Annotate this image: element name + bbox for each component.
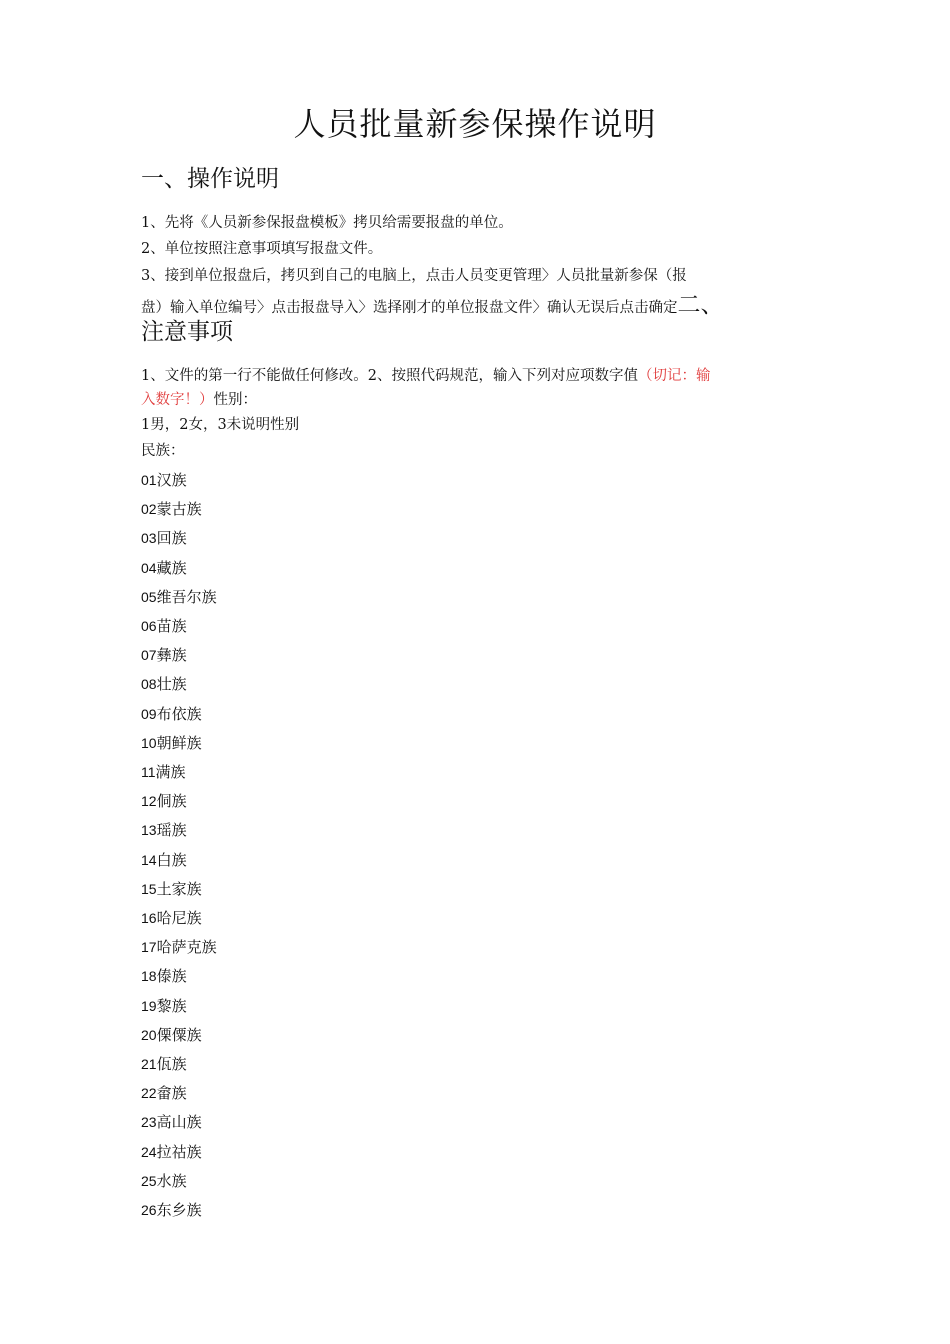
ethnicity-name: 回族 xyxy=(156,529,187,548)
ethnicity-name: 哈萨克族 xyxy=(156,938,217,957)
ethnicity-label: 民族： xyxy=(141,443,185,459)
ethnicity-name: 佤族 xyxy=(156,1055,187,1073)
ethnicity-name: 彝族 xyxy=(156,646,187,665)
ethnicity-code: 13 xyxy=(141,822,157,839)
ethnicity-name: 壮族 xyxy=(156,675,187,694)
ethnicity-item xyxy=(141,849,187,871)
step-3-line1: 3、接到单位报盘后，拷贝到自己的电脑上，点击人员变更管理〉人员批量新参保（报 xyxy=(141,268,687,284)
ethnicity-item xyxy=(141,819,187,841)
note-line-1 xyxy=(141,365,710,387)
note-line-1-text: 1、文件的第一行不能做任何修改。2、按照代码规范，输入下列对应项数字值 xyxy=(141,368,638,384)
ethnicity-name: 满族 xyxy=(155,763,186,781)
ethnicity-item xyxy=(141,673,187,695)
ethnicity-code: 25 xyxy=(141,1172,157,1189)
ethnicity-code: 01 xyxy=(141,472,157,488)
ethnicity-code: 24 xyxy=(141,1143,157,1160)
ethnicity-code: 05 xyxy=(141,588,157,605)
note-warning-start: （切记：输 xyxy=(637,368,711,384)
note-warning-end: 入数字！） xyxy=(141,392,214,408)
ethnicity-item xyxy=(141,1141,202,1163)
ethnicity-name: 黎族 xyxy=(156,996,187,1015)
ethnicity-code: 02 xyxy=(141,501,157,518)
ethnicity-item xyxy=(141,703,202,725)
ethnicity-name: 布依族 xyxy=(156,704,202,723)
section1-heading: 一、操作说明 xyxy=(141,166,279,192)
ethnicity-code: 09 xyxy=(141,705,157,722)
section2-heading: 注意事项 xyxy=(141,319,233,345)
ethnicity-name: 畲族 xyxy=(156,1084,187,1103)
ethnicity-item xyxy=(141,527,187,549)
ethnicity-item xyxy=(141,1053,187,1075)
ethnicity-name: 苗族 xyxy=(156,617,187,635)
ethnicity-code: 03 xyxy=(141,530,157,547)
ethnicity-item xyxy=(141,644,187,666)
ethnicity-item xyxy=(141,995,187,1017)
ethnicity-code: 10 xyxy=(141,734,157,751)
ethnicity-code: 21 xyxy=(141,1056,157,1072)
ethnicity-code: 22 xyxy=(141,1085,157,1102)
ethnicity-code: 20 xyxy=(141,1026,157,1043)
ethnicity-code: 26 xyxy=(141,1202,157,1218)
ethnicity-name: 水族 xyxy=(156,1171,187,1190)
gender-values: 1男，2女，3未说明性别 xyxy=(141,417,300,433)
ethnicity-item xyxy=(141,965,187,987)
ethnicity-name: 侗族 xyxy=(156,792,187,811)
ethnicity-code: 12 xyxy=(141,793,157,810)
ethnicity-code: 19 xyxy=(141,997,157,1014)
ethnicity-item xyxy=(141,586,217,608)
section2-heading-number: 二、 xyxy=(677,292,724,318)
ethnicity-name: 蒙古族 xyxy=(156,500,202,519)
ethnicity-name: 白族 xyxy=(156,850,187,869)
ethnicity-name: 瑶族 xyxy=(156,821,187,840)
ethnicity-name: 土家族 xyxy=(156,879,202,898)
ethnicity-name: 哈尼族 xyxy=(156,909,202,927)
ethnicity-item xyxy=(141,1199,202,1221)
ethnicity-item xyxy=(141,878,202,900)
ethnicity-code: 15 xyxy=(141,880,157,897)
ethnicity-item xyxy=(141,732,202,754)
ethnicity-code: 18 xyxy=(141,968,157,985)
ethnicity-code: 07 xyxy=(141,647,157,664)
ethnicity-name: 拉祜族 xyxy=(156,1142,202,1161)
ethnicity-name: 朝鲜族 xyxy=(156,733,202,752)
ethnicity-item xyxy=(141,761,186,783)
ethnicity-code: 14 xyxy=(141,851,157,868)
ethnicity-name: 汉族 xyxy=(156,471,187,489)
ethnicity-item xyxy=(141,498,202,520)
ethnicity-item xyxy=(141,936,217,958)
ethnicity-code: 16 xyxy=(141,910,157,926)
ethnicity-name: 傣族 xyxy=(156,967,187,986)
step-3-line2-text: 盘）输入单位编号〉点击报盘导入〉选择刚才的单位报盘文件〉确认无误后点击确定 xyxy=(141,300,678,316)
gender-label: 性别： xyxy=(213,392,257,408)
ethnicity-item xyxy=(141,615,187,637)
ethnicity-name: 维吾尔族 xyxy=(156,587,217,606)
ethnicity-item xyxy=(141,1170,187,1192)
ethnicity-item xyxy=(141,907,202,929)
ethnicity-name: 藏族 xyxy=(156,558,187,577)
ethnicity-item xyxy=(141,1024,202,1046)
document-title: 人员批量新参保操作说明 xyxy=(293,105,657,143)
ethnicity-code: 08 xyxy=(141,676,157,693)
ethnicity-item xyxy=(141,1111,202,1133)
ethnicity-code: 11 xyxy=(141,764,156,780)
ethnicity-name: 高山族 xyxy=(156,1113,202,1132)
note-line-2 xyxy=(141,389,257,411)
ethnicity-name: 傈僳族 xyxy=(156,1025,202,1044)
ethnicity-code: 04 xyxy=(141,559,157,576)
step-1: 1、先将《人员新参保报盘模板》拷贝给需要报盘的单位。 xyxy=(141,215,513,231)
ethnicity-code: 17 xyxy=(141,939,157,956)
ethnicity-code: 23 xyxy=(141,1114,157,1131)
ethnicity-name: 东乡族 xyxy=(156,1201,202,1219)
ethnicity-item xyxy=(141,790,187,812)
step-2: 2、单位按照注意事项填写报盘文件。 xyxy=(141,241,383,257)
ethnicity-code: 06 xyxy=(141,618,157,634)
ethnicity-item xyxy=(141,469,187,491)
ethnicity-item xyxy=(141,1082,187,1104)
ethnicity-item xyxy=(141,557,187,579)
